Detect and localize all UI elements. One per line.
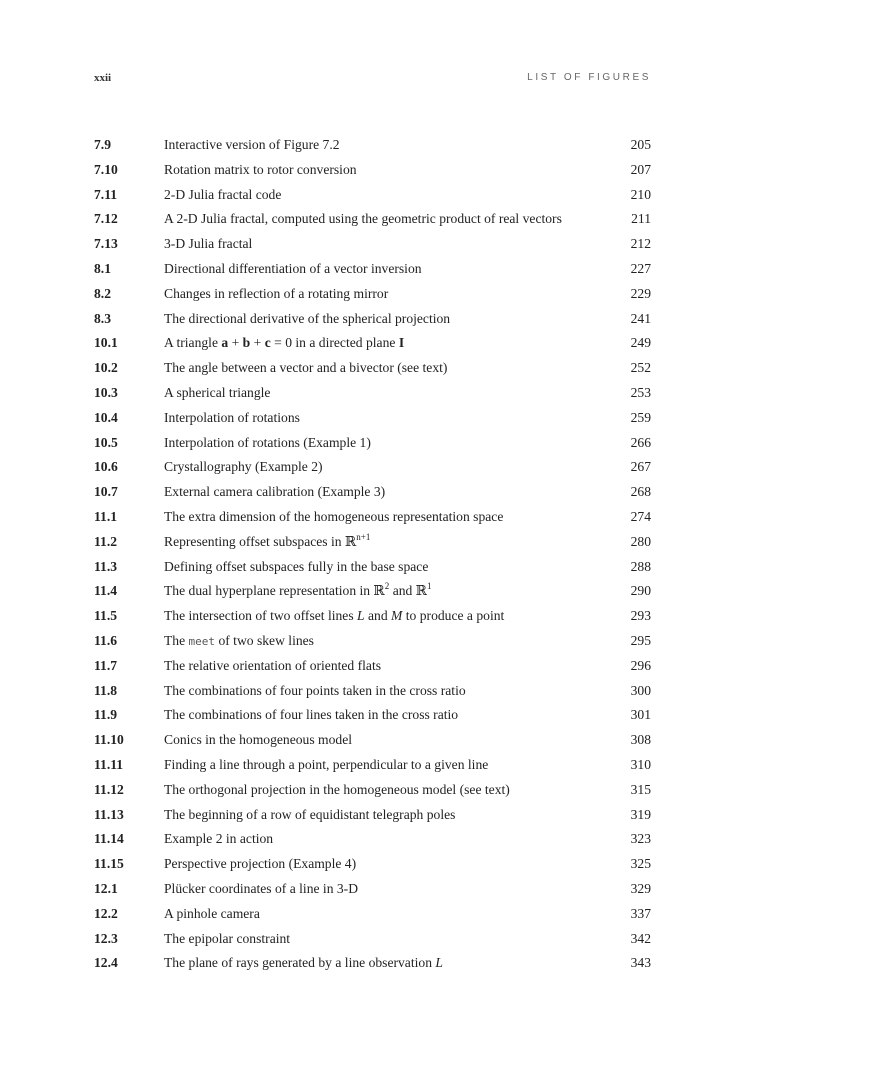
figure-page: 293 (630, 608, 651, 624)
figure-title (164, 356, 447, 381)
figure-page: 325 (630, 856, 651, 872)
figure-number: 12.1 (94, 880, 118, 896)
figure-title-part: The orthogonal projection in the homogeneous model (see text) (164, 781, 510, 797)
figure-title-part: n+1 (356, 531, 371, 542)
figure-page: 267 (630, 459, 651, 475)
figure-title-part: The relative orientation of oriented flats (164, 657, 382, 673)
figure-page: 227 (630, 260, 651, 276)
figure-title-part: 2-D Julia fractal code (164, 186, 282, 202)
figure-entry (94, 877, 651, 902)
figure-title (164, 654, 381, 679)
figure-entry (94, 951, 651, 976)
figure-title (164, 455, 323, 480)
figure-number: 11.10 (94, 732, 124, 748)
figure-entry (94, 257, 651, 282)
figure-number: 11.11 (94, 756, 124, 772)
figure-title-part: The (164, 632, 189, 648)
figure-entry (94, 778, 651, 803)
figure-title-part: L (435, 955, 443, 971)
figure-title-part: c (264, 335, 271, 351)
figure-page: 207 (630, 161, 651, 177)
figure-page: 310 (630, 756, 651, 772)
figure-page: 253 (630, 384, 651, 400)
figure-title-part: a (221, 335, 229, 351)
figure-title-part: Interactive version of Figure 7.2 (164, 137, 340, 152)
figure-page: 308 (630, 732, 651, 748)
figure-number: 10.7 (94, 484, 118, 500)
figure-title (164, 505, 503, 530)
figure-title-part: Directional differentiation of a vector inversion (164, 260, 422, 276)
figure-title-part: A spherical triangle (164, 384, 271, 400)
figure-title (164, 778, 510, 803)
figure-page: 205 (630, 137, 651, 152)
figure-entry (94, 505, 651, 530)
figure-page: 342 (630, 930, 651, 946)
figure-title (164, 555, 428, 580)
figure-title-part: L (357, 608, 365, 624)
figure-entry (94, 207, 651, 232)
figure-title-part: The combinations of four points taken in the cross ratio (164, 682, 466, 698)
figure-title-part: A pinhole camera (164, 905, 260, 921)
figure-title (164, 679, 466, 704)
figure-entry (94, 852, 651, 877)
figure-entry (94, 604, 651, 629)
figure-number: 11.6 (94, 632, 118, 648)
figure-number: 11.2 (94, 533, 118, 549)
figure-title-part: The dual hyperplane representation in ℝ (164, 583, 385, 599)
figure-number: 11.3 (94, 558, 118, 574)
figure-number: 11.8 (94, 682, 118, 698)
figure-title-part: The extra dimension of the homogeneous representation space (164, 508, 504, 524)
figure-entry (94, 356, 651, 381)
figure-page: 268 (630, 484, 651, 500)
figure-title (164, 951, 443, 976)
figure-entry (94, 579, 651, 604)
figure-title-part: Conics in the homogeneous model (164, 732, 353, 748)
figure-page: 241 (630, 310, 651, 326)
figure-title (164, 331, 404, 356)
figure-title (164, 927, 290, 952)
figure-entry (94, 654, 651, 679)
figure-title-part: The intersection of two offset lines (164, 608, 358, 624)
figure-number: 12.2 (94, 905, 118, 921)
figure-title (164, 307, 450, 332)
figure-title-part: The directional derivative of the spherical projection (164, 310, 451, 326)
figure-title-part: Example 2 in action (164, 831, 274, 847)
figure-number: 11.5 (94, 608, 118, 624)
figure-number: 7.9 (94, 137, 111, 152)
figure-number: 10.5 (94, 434, 118, 450)
figure-title-part: = 0 in a directed plane (270, 335, 399, 351)
figure-title-part: A triangle (164, 335, 222, 351)
figure-entry (94, 728, 651, 753)
figure-title-part: The epipolar constraint (164, 930, 291, 946)
figure-page: 323 (630, 831, 651, 847)
figure-title-part: and ℝ (389, 583, 428, 599)
figure-title-part: + (250, 335, 265, 351)
figure-page: 329 (630, 880, 651, 896)
figure-number: 11.14 (94, 831, 124, 847)
figure-title-part: Interpolation of rotations (Example 1) (164, 434, 371, 450)
figure-page: 295 (630, 632, 651, 648)
running-head: LIST OF FIGURES (527, 72, 651, 83)
figure-number: 11.9 (94, 707, 118, 723)
figure-title (164, 183, 281, 208)
figure-number: 11.1 (94, 508, 118, 524)
figure-title-part: Finding a line through a point, perpendicular to a given line (164, 756, 489, 772)
figure-title-part: The plane of rays generated by a line observation (164, 955, 436, 971)
figure-number: 11.15 (94, 856, 124, 872)
figure-title-part: The combinations of four lines taken in the cross ratio (164, 707, 459, 723)
figure-page: 300 (630, 682, 651, 698)
figure-title (164, 579, 432, 604)
figure-entry (94, 133, 651, 158)
page-number: xxii (94, 72, 112, 84)
figure-page: 315 (630, 781, 651, 797)
figure-number: 10.4 (94, 409, 118, 425)
figure-number: 8.3 (94, 310, 111, 326)
figure-number: 7.13 (94, 236, 118, 252)
figure-entry (94, 902, 651, 927)
figure-title (164, 158, 357, 183)
figure-entry (94, 753, 651, 778)
figure-title-part: Interpolation of rotations (164, 409, 300, 425)
figure-title-part: The angle between a vector and a bivector (see text) (164, 360, 448, 376)
figure-number: 11.13 (94, 806, 124, 822)
figure-entry (94, 455, 651, 480)
figure-number: 7.10 (94, 161, 118, 177)
figure-entry (94, 530, 651, 555)
figure-title (164, 827, 273, 852)
figure-page: 301 (630, 707, 651, 723)
figure-title (164, 232, 252, 257)
figure-page: 274 (630, 508, 651, 524)
figure-title-part: meet (188, 634, 216, 648)
figure-number: 10.2 (94, 360, 118, 376)
figure-title (164, 728, 352, 753)
figure-number: 8.2 (94, 285, 111, 301)
figure-page: 252 (630, 360, 651, 376)
figure-title-part: + (228, 335, 243, 351)
figure-title (164, 480, 385, 505)
figure-title (164, 604, 504, 629)
figure-page: 319 (630, 806, 651, 822)
figure-title-part: Representing offset subspaces in ℝ (164, 533, 357, 549)
figure-title (164, 629, 314, 655)
figure-number: 11.4 (94, 583, 118, 599)
figure-title-part: I (398, 335, 405, 351)
figure-number: 11.12 (94, 781, 124, 797)
figure-title-part: Crystallography (Example 2) (164, 459, 323, 475)
figure-number: 11.7 (94, 657, 118, 673)
figure-number: 7.12 (94, 211, 118, 227)
figure-title-part: External camera calibration (Example 3) (164, 484, 386, 500)
figure-title (164, 207, 562, 232)
figure-number: 8.1 (94, 260, 111, 276)
figure-entry (94, 827, 651, 852)
figure-title (164, 703, 458, 728)
figure-entry (94, 927, 651, 952)
figure-page: 288 (630, 558, 651, 574)
figure-list (94, 133, 651, 976)
figure-entry (94, 480, 651, 505)
figure-title-part: M (391, 608, 403, 624)
figure-page: 249 (630, 335, 651, 351)
figure-title (164, 877, 358, 902)
figure-page: 266 (630, 434, 651, 450)
figure-title-part: and (364, 608, 392, 624)
figure-title (164, 753, 488, 778)
figure-entry (94, 406, 651, 431)
figure-title (164, 381, 270, 406)
figure-title (164, 431, 371, 456)
figure-title-part: A 2-D Julia fractal, computed using the geometric product of real vectors (164, 211, 562, 227)
figure-page: 229 (630, 285, 651, 301)
figure-entry (94, 183, 651, 208)
figure-number: 10.6 (94, 459, 118, 475)
figure-entry (94, 555, 651, 580)
figure-number: 10.1 (94, 335, 118, 351)
figure-page: 290 (630, 583, 651, 599)
figure-title-part: 2 (384, 581, 390, 592)
figure-title-part: 3-D Julia fractal (164, 236, 253, 252)
figure-entry (94, 629, 651, 654)
figure-entry (94, 679, 651, 704)
figure-page: 343 (630, 955, 651, 971)
figure-title (164, 530, 370, 555)
figure-entry (94, 307, 651, 332)
figure-entry (94, 232, 651, 257)
figure-title-part: of two skew lines (215, 632, 314, 648)
figure-title-part: 1 (427, 581, 432, 592)
figure-entry (94, 381, 651, 406)
figure-title (164, 852, 356, 877)
figure-title (164, 803, 455, 828)
figure-title (164, 282, 388, 307)
figure-page: 259 (630, 409, 651, 425)
figure-title-part: b (242, 335, 251, 351)
figure-entry (94, 282, 651, 307)
figure-number: 12.4 (94, 955, 118, 971)
figure-title-part: The beginning of a row of equidistant telegraph poles (164, 806, 456, 822)
figure-entry (94, 331, 651, 356)
figure-title-part: Rotation matrix to rotor conversion (164, 161, 357, 177)
figure-title (164, 133, 340, 158)
figure-page: 296 (630, 657, 651, 673)
figure-number: 12.3 (94, 930, 118, 946)
figure-title-part: Defining offset subspaces fully in the base space (164, 558, 429, 574)
figure-number: 10.3 (94, 384, 118, 400)
figure-title (164, 902, 260, 927)
figure-number: 7.11 (94, 186, 118, 202)
figure-page: 211 (631, 211, 651, 227)
figure-page: 210 (630, 186, 651, 202)
figure-page: 337 (630, 905, 651, 921)
figure-title (164, 406, 300, 431)
figure-title (164, 257, 422, 282)
figure-title-part: Perspective projection (Example 4) (164, 856, 357, 872)
figure-title-part: Changes in reflection of a rotating mirror (164, 285, 389, 301)
figure-title-part: to produce a point (402, 608, 505, 624)
figure-entry (94, 431, 651, 456)
figure-title-part: Plücker coordinates of a line in 3-D (164, 880, 359, 896)
figure-entry (94, 703, 651, 728)
figure-page: 280 (630, 533, 651, 549)
figure-entry (94, 158, 651, 183)
figure-page: 212 (630, 236, 651, 252)
figure-entry (94, 803, 651, 828)
page-header (94, 70, 651, 90)
